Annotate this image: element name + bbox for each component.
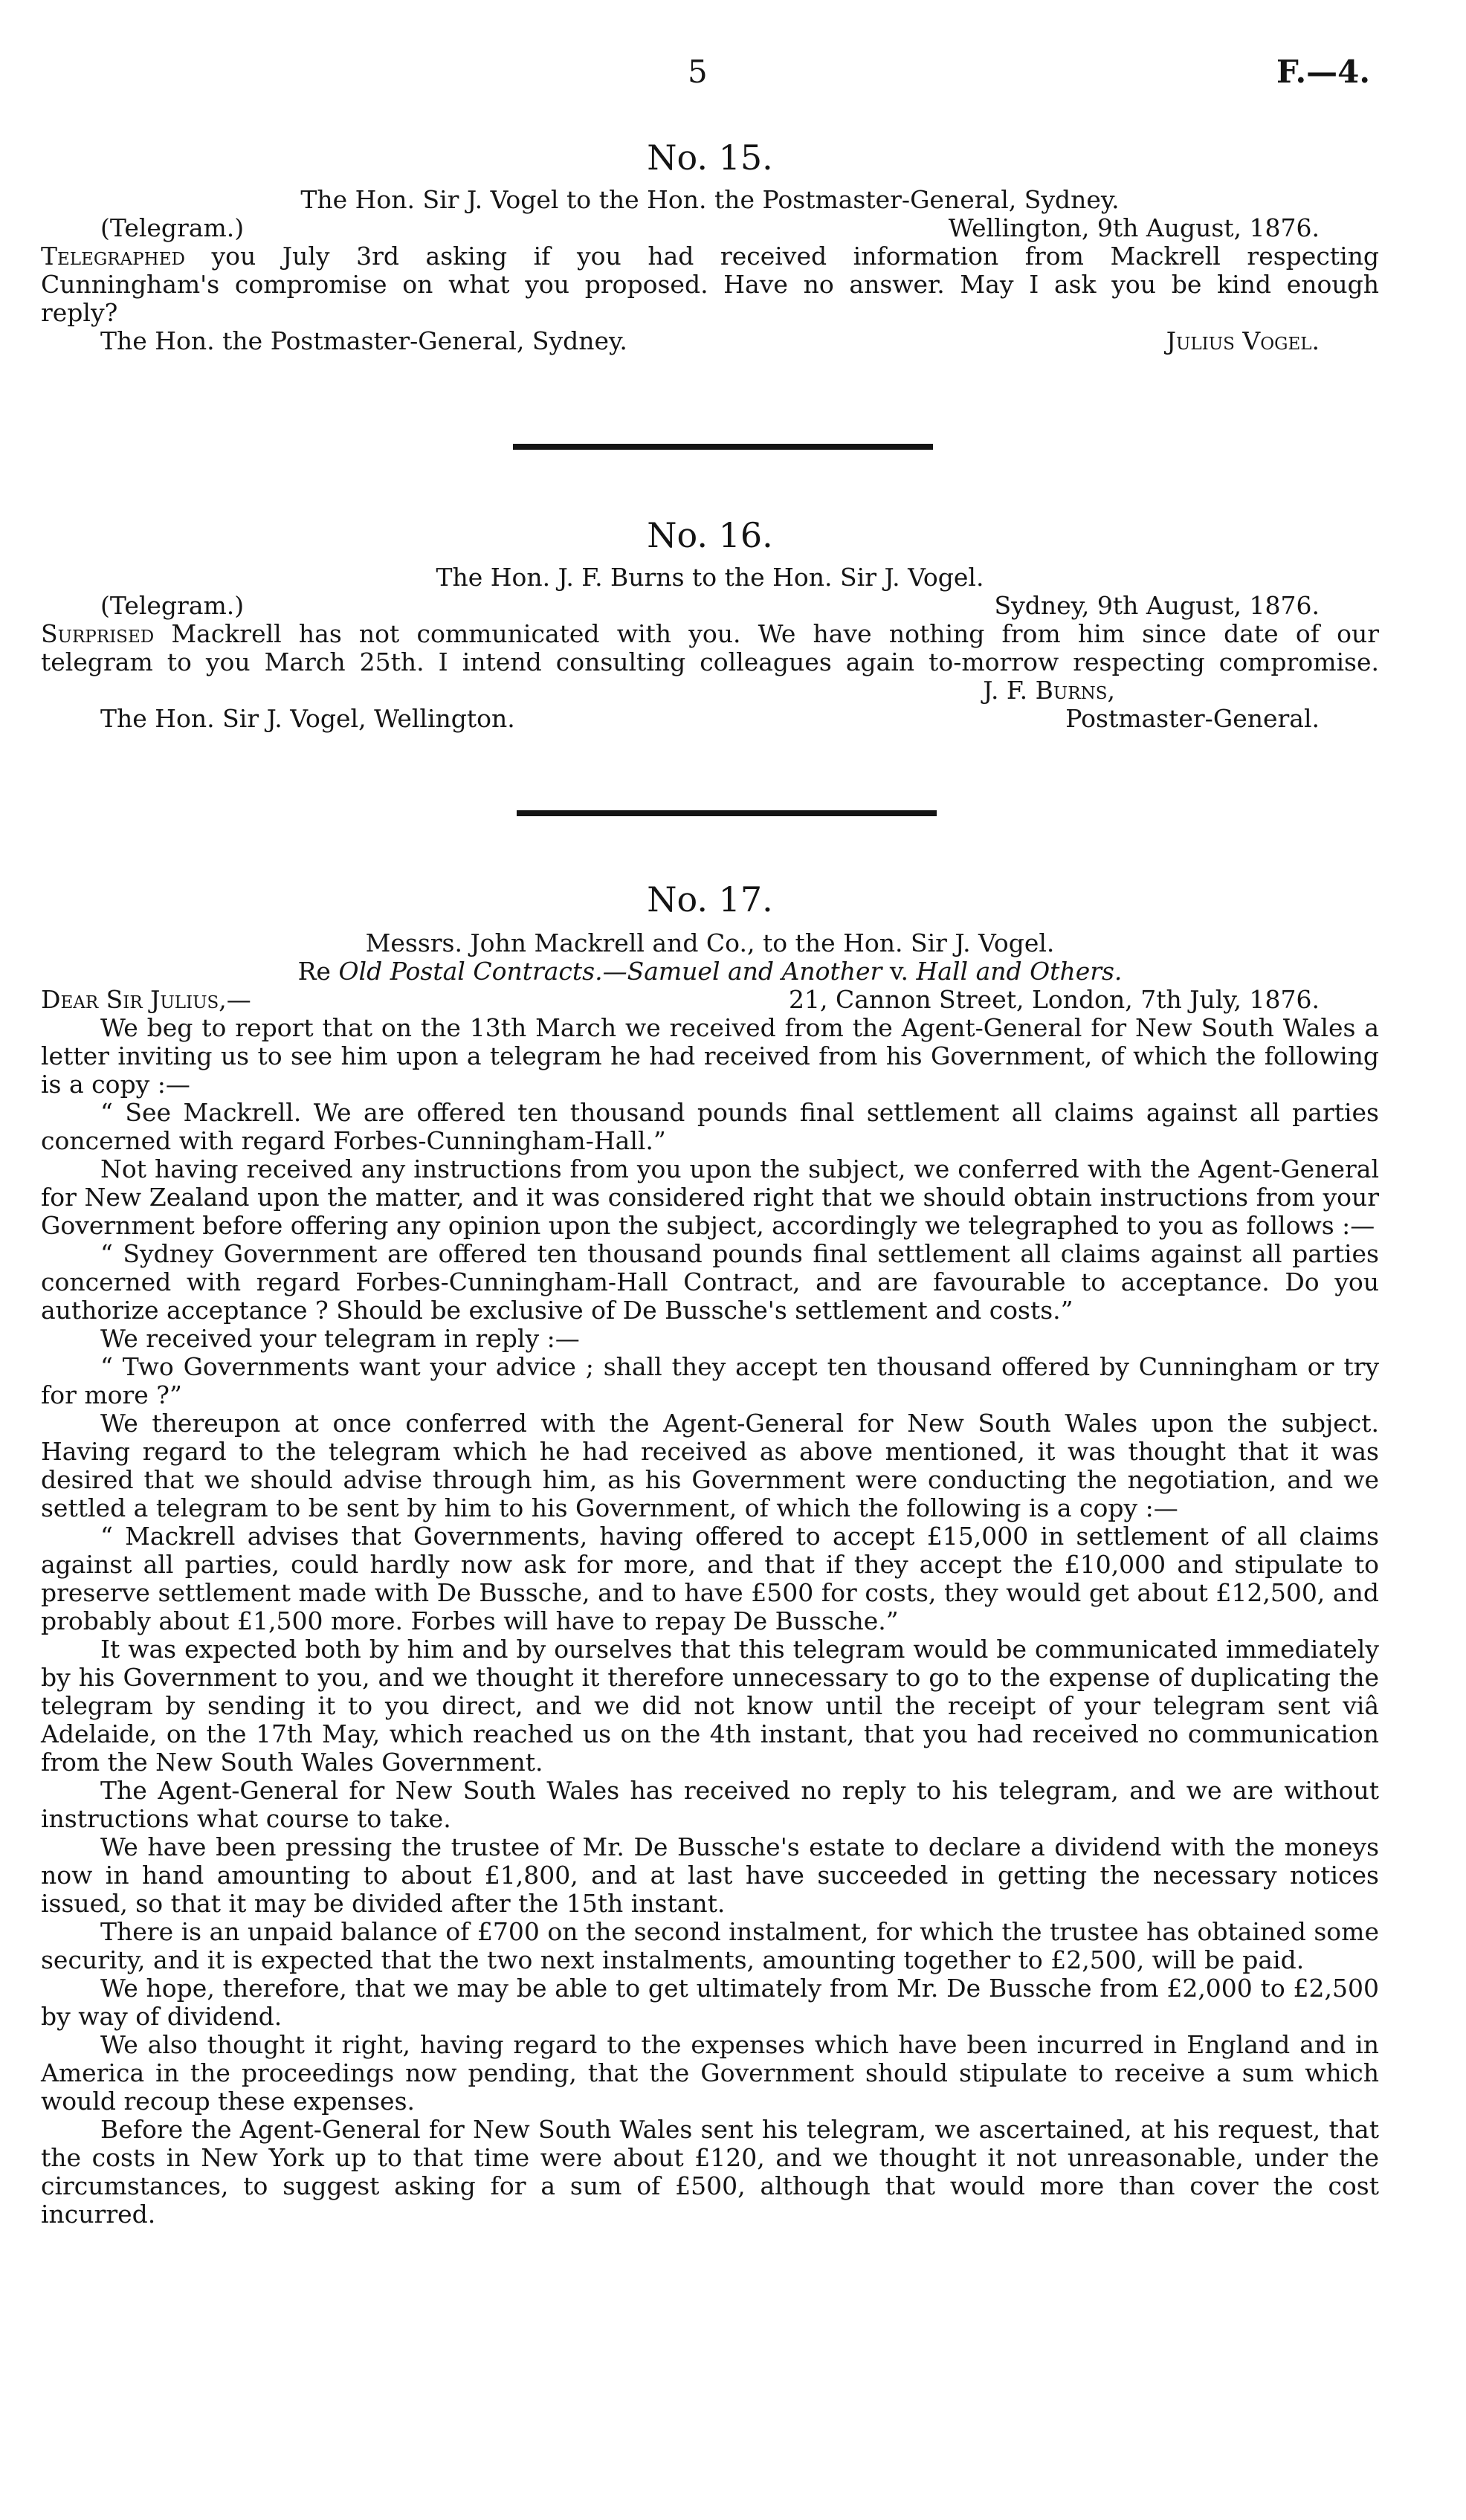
body-line — [41, 242, 1379, 271]
body-text: Cunningham's compromise on what you proposed. Have no answer. May I ask you be kind enough — [41, 270, 1379, 299]
section-no-15 — [41, 135, 1379, 355]
section-no-17 — [41, 877, 1379, 2229]
lead-word: Surprised — [41, 619, 155, 648]
lead-word: Telegraphed — [41, 242, 185, 271]
signature: Julius Vogel. — [1166, 326, 1320, 355]
paragraph: Before the Agent-General for New South Wales sent his telegram, we ascertained, at his request, that the costs in New York up to that time were about £120, and we thought it not unreasonable, under the circumstances, to suggest asking for a sum of £500, although that would more than cover the cost incurred. — [41, 2115, 1379, 2229]
place-date: Wellington, 9th August, 1876. — [948, 213, 1320, 242]
closing-line — [41, 299, 1379, 327]
section-heading — [41, 186, 1379, 214]
paragraph: We received your telegram in reply :— — [100, 1324, 580, 1353]
page-header — [41, 54, 1379, 106]
section-title: No. 17. — [647, 879, 773, 920]
address-date: 21, Cannon Street, London, 7th July, 1876. — [789, 985, 1320, 1014]
heading-text: The Hon. J. F. Burns to the Hon. Sir J. Vogel. — [436, 563, 984, 592]
paragraph: “ Two Governments want your advice ; shall they accept ten thousand offered by Cunningham or try for more ?” — [41, 1352, 1379, 1409]
paragraph: We have been pressing the trustee of Mr. De Bussche's estate to declare a dividend with the moneys now in hand amounting to about £1,800, and at last have succeeded in getting the necessary notices issued, so that it may be divided after the 15th instant. — [41, 1832, 1379, 1918]
paragraph: We also thought it right, having regard to the expenses which have been incurred in England and in America in the proceedings now pending, that the Government should stipulate to receive a sum which would recoup these expenses. — [41, 2030, 1379, 2116]
salutation-line — [41, 986, 1379, 1014]
re-versus: v. — [889, 957, 909, 986]
paragraph: We beg to report that on the 13th March we received from the Agent-General for New South Wales a letter inviting us to see him upon a telegram he had received from his Government, of which the following is a copy :— — [41, 1013, 1379, 1099]
addressee: The Hon. Sir J. Vogel, Wellington. — [100, 704, 515, 733]
letter-body — [41, 1014, 1379, 2229]
paragraph: We thereupon at once conferred with the Agent-General for New South Wales upon the subject. Having regard to the telegram which he had received as above mentioned, it was thought that it was desired that we should advise through him, as his Government were conducting the negotiation, and we settled a telegram to be sent by him to his Government, of which the following is a copy :— — [41, 1409, 1379, 1522]
signature: J. F. Burns, — [983, 676, 1115, 705]
paragraph: We hope, therefore, that we may be able to get ultimately from Mr. De Bussche from £2,000 to £2,500 by way of dividend. — [41, 1974, 1379, 2031]
section-heading — [41, 929, 1379, 957]
document-reference: F.—4. — [1276, 54, 1370, 90]
body-line — [41, 271, 1379, 299]
paragraph: “ Sydney Government are offered ten thousand pounds final settlement all claims against all parties concerned with regard Forbes-Cunningham-Hall Contract, and are favourable to acceptance. Do you authorize acceptance ? Should be exclusive of De Bussche's settlement and costs.” — [41, 1239, 1379, 1325]
section-title: No. 16. — [647, 515, 773, 555]
re-case-part2: Hall and Others. — [916, 957, 1123, 986]
paragraph: Not having received any instructions from you upon the subject, we conferred with the Agent-General for New Zealand upon the matter, and it was considered right that we should obtain instructions from your Government before offering any opinion upon the subject, accordingly we telegraphed to you as follows :— — [41, 1154, 1379, 1240]
heading-text: The Hon. Sir J. Vogel to the Hon. the Postmaster-General, Sydney. — [300, 185, 1120, 214]
section-title: No. 15. — [647, 138, 773, 178]
document-page — [41, 0, 1379, 2520]
telegram-label: (Telegram.) — [100, 591, 245, 620]
signature-line — [41, 676, 1379, 705]
section-divider — [517, 810, 937, 816]
signature-title: Postmaster-General. — [1065, 704, 1320, 733]
closing-line — [41, 327, 1379, 355]
addressee: The Hon. the Postmaster-General, Sydney. — [100, 326, 627, 355]
place-date: Sydney, 9th August, 1876. — [994, 591, 1320, 620]
re-line — [41, 957, 1379, 986]
body-line — [41, 620, 1379, 648]
telegram-line — [41, 214, 1379, 242]
body-line — [41, 648, 1379, 676]
closing-line — [41, 705, 1379, 733]
section-heading — [41, 563, 1379, 592]
salutation: Dear Sir Julius,— — [41, 985, 251, 1014]
body-text: telegram to you March 25th. I intend consulting colleagues again to-morrow respecting compromise. — [41, 647, 1379, 676]
paragraph: It was expected both by him and by ourselves that this telegram would be communicated immediately by his Government to you, and we thought it therefore unnecessary to go to the expense of duplicating the telegram by sending it to you direct, and we did not know until the receipt of your telegram sent viâ Adelaide, on the 17th May, which reached us on the 4th instant, that you had received no communication from the New South Wales Government. — [41, 1635, 1379, 1777]
paragraph: There is an unpaid balance of £700 on the second instalment, for which the trustee has obtained some security, and it is expected that the two next instalments, amounting together to £2,500, will be paid. — [41, 1917, 1379, 1974]
page-number: 5 — [688, 54, 708, 90]
re-prefix: Re — [297, 957, 331, 986]
paragraph: The Agent-General for New South Wales has received no reply to his telegram, and we are without instructions what course to take. — [41, 1776, 1379, 1833]
heading-text: Messrs. John Mackrell and Co., to the Hon. Sir J. Vogel. — [365, 928, 1055, 957]
section-no-16 — [41, 513, 1379, 733]
re-case-part1: Old Postal Contracts.—Samuel and Another — [338, 957, 882, 986]
body-text: reply? — [41, 298, 118, 327]
paragraph: “ See Mackrell. We are offered ten thousand pounds final settlement all claims against all parties concerned with regard Forbes-Cunningham-Hall.” — [41, 1098, 1379, 1155]
body-text: Mackrell has not communicated with you. We have nothing from him since date of our — [171, 619, 1379, 648]
section-divider — [513, 444, 933, 450]
body-text: you July 3rd asking if you had received information from Mackrell respecting — [211, 242, 1380, 271]
telegram-line — [41, 592, 1379, 620]
telegram-label: (Telegram.) — [100, 213, 245, 242]
paragraph: “ Mackrell advises that Governments, having offered to accept £15,000 in settlement of all claims against all parties, could hardly now ask for more, and that if they accept the £10,000 and stipulate to preserve settlement made with De Bussche, and to have £500 for costs, they would get about £12,500, and probably about £1,500 more. Forbes will have to repay De Bussche.” — [41, 1522, 1379, 1635]
